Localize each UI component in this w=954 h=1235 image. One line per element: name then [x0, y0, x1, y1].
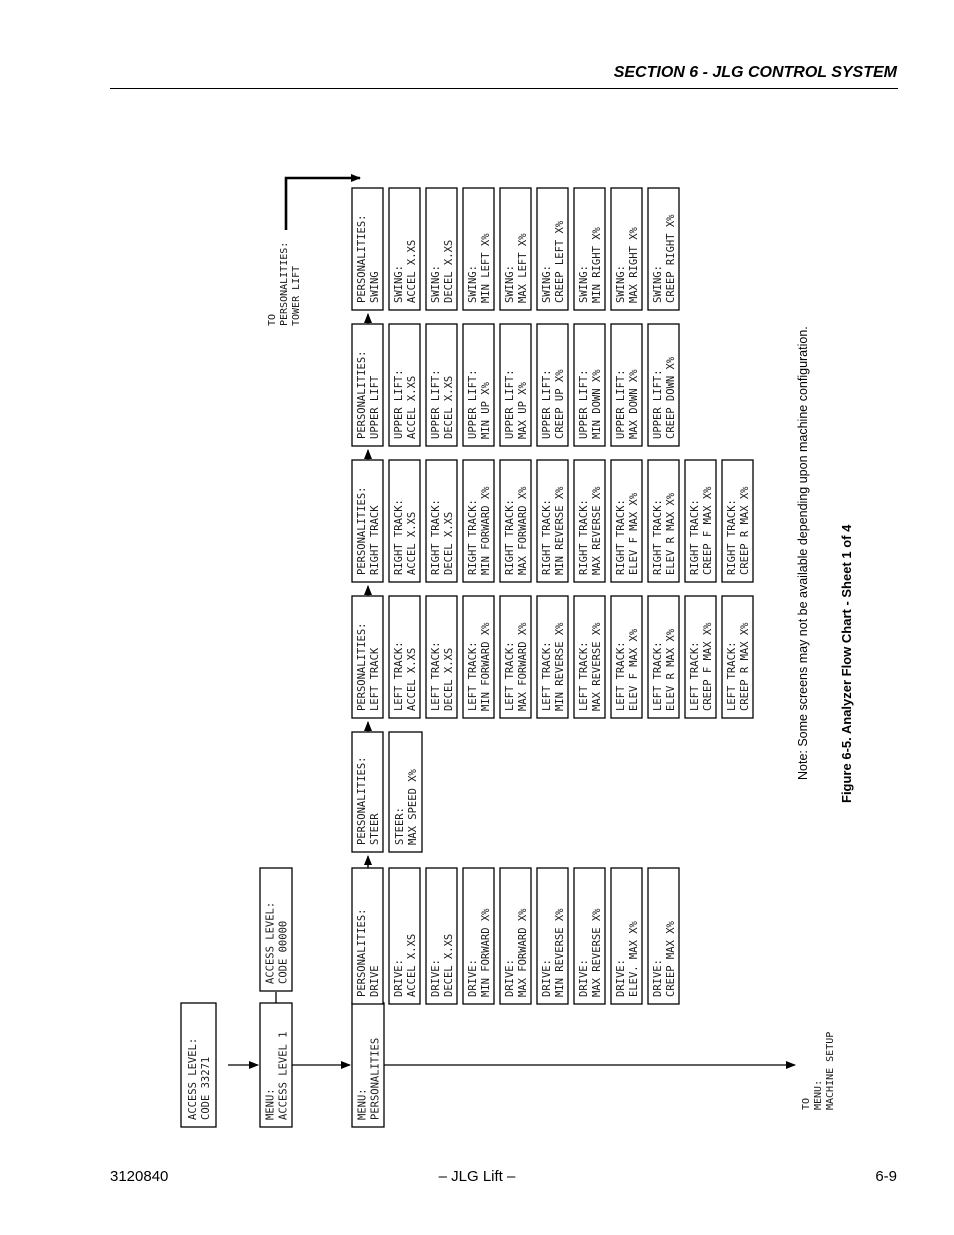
box-line: ACCESS LEVEL: — [264, 901, 277, 984]
box-line: MIN REVERSE X% — [554, 486, 566, 575]
box-line: ACCEL X.XS — [406, 647, 418, 711]
box-line: ELEV F MAX X% — [628, 492, 640, 575]
box-line: SWING: — [578, 265, 590, 303]
box-line: LEFT TRACK: — [504, 641, 516, 711]
box-line: RIGHT TRACK: — [615, 499, 627, 575]
box-line: MAX DOWN X% — [628, 369, 640, 439]
box-col-item — [648, 596, 679, 718]
box-col-item — [463, 460, 494, 582]
box-col-item — [389, 868, 420, 1004]
box-line: RIGHT TRACK — [369, 505, 381, 575]
figure-caption: Figure 6-5. Analyzer Flow Chart - Sheet 1 of 4 — [839, 524, 854, 803]
box-line: MAX FORWARD X% — [517, 908, 529, 997]
box-line: SWING: — [541, 265, 553, 303]
box-line: LEFT TRACK: — [541, 641, 553, 711]
box-line: RIGHT TRACK: — [652, 499, 664, 575]
box-col-item — [537, 188, 568, 310]
box-line: PERSONALITIES: — [356, 908, 368, 997]
box-col-item — [426, 324, 457, 446]
box-line: MAX REVERSE X% — [591, 908, 603, 997]
box-col-item — [463, 596, 494, 718]
box-col-item — [389, 460, 420, 582]
box-line: MIN UP X% — [480, 382, 492, 439]
box-access-level-code — [260, 868, 292, 991]
box-line: RIGHT TRACK: — [430, 499, 442, 575]
box-col-item — [426, 460, 457, 582]
box-line: CREEP RIGHT X% — [665, 214, 677, 303]
box-col-item — [611, 188, 642, 310]
box-line: CREEP DOWN X% — [665, 356, 677, 439]
box-line: PERSONALITIES: — [356, 350, 368, 439]
box-col-item — [537, 460, 568, 582]
box-line: UPPER LIFT: — [467, 369, 479, 439]
footer-brand: – JLG Lift – — [438, 1168, 516, 1185]
box-line: MIN FORWARD X% — [480, 908, 492, 997]
ref-to-machine-setup: MENU: — [813, 1079, 824, 1110]
box-col-item — [685, 596, 716, 718]
box-line: ELEV R MAX X% — [665, 628, 677, 711]
box-line: MAX RIGHT X% — [628, 227, 640, 303]
box-line: DRIVE: — [615, 959, 627, 997]
box-line: MIN REVERSE X% — [554, 908, 566, 997]
box-col-item — [500, 324, 531, 446]
box-line: MIN RIGHT X% — [591, 227, 603, 303]
box-line: MAX REVERSE X% — [591, 486, 603, 575]
box-line: CREEP LEFT X% — [554, 220, 566, 303]
box-line: CREEP R MAX X% — [739, 622, 751, 711]
box-col-item — [537, 868, 568, 1004]
box-line: LEFT TRACK: — [430, 641, 442, 711]
box-line: RIGHT TRACK: — [467, 499, 479, 575]
box-col-item — [574, 460, 605, 582]
box-line: UPPER LIFT: — [504, 369, 516, 439]
box-line: STEER — [369, 813, 381, 845]
box-col-item — [500, 460, 531, 582]
box-line: ACCEL X.XS — [406, 511, 418, 575]
page-number: 6-9 — [875, 1168, 897, 1185]
box-line: ACCEL X.XS — [406, 239, 418, 303]
box-col-item — [574, 324, 605, 446]
box-col-item — [648, 188, 679, 310]
box-line: DRIVE: — [467, 959, 479, 997]
box-line: PERSONALITIES: — [356, 622, 368, 711]
box-col-item — [426, 596, 457, 718]
box-line: MAX SPEED X% — [407, 769, 419, 845]
box-line: UPPER LIFT: — [615, 369, 627, 439]
document-number: 3120840 — [110, 1168, 169, 1185]
box-col-item — [611, 868, 642, 1004]
box-line: CREEP F MAX X% — [702, 486, 714, 575]
ref-to-tower-lift: PERSONALITIES: — [279, 241, 290, 326]
box-line: DECEL X.XS — [443, 933, 455, 997]
screen-boxes — [181, 188, 753, 1127]
box-line: MIN REVERSE X% — [554, 622, 566, 711]
box-line: DRIVE: — [504, 959, 516, 997]
box-line: LEFT TRACK: — [467, 641, 479, 711]
ref-to-machine-setup: MACHINE SETUP — [825, 1031, 836, 1110]
box-line: UPPER LIFT — [369, 375, 381, 439]
box-access-code — [181, 1003, 216, 1127]
box-col-item — [574, 596, 605, 718]
box-line: UPPER LIFT: — [393, 369, 405, 439]
figure-note: Note: Some screens may not be available depending upon machine configuration. — [796, 326, 810, 780]
box-col-header — [352, 460, 383, 582]
box-col-header — [352, 732, 383, 852]
box-col-item — [611, 596, 642, 718]
box-line: PERSONALITIES: — [356, 756, 368, 845]
box-col-item — [389, 324, 420, 446]
ref-to-machine-setup: TO — [801, 1097, 812, 1110]
box-line: CODE 33271 — [200, 1056, 212, 1120]
box-col-item — [463, 868, 494, 1004]
box-line: SWING: — [430, 265, 442, 303]
box-line: MIN FORWARD X% — [480, 486, 492, 575]
ref-to-tower-lift: TO — [267, 313, 278, 326]
box-line: ACCESS LEVEL 1 — [277, 1031, 290, 1120]
box-line: SWING — [369, 271, 381, 303]
box-line: MENU: — [356, 1088, 369, 1120]
box-line: SWING: — [393, 265, 405, 303]
box-col-item — [389, 188, 420, 310]
box-line: CODE 00000 — [277, 920, 290, 984]
box-line: DRIVE: — [578, 959, 590, 997]
box-line: SWING: — [615, 265, 627, 303]
box-line: DRIVE: — [393, 959, 405, 997]
box-line: CREEP MAX X% — [665, 921, 677, 997]
box-line: UPPER LIFT: — [652, 369, 664, 439]
box-col-header — [352, 188, 383, 310]
box-line: DECEL X.XS — [443, 239, 455, 303]
box-line: SWING: — [504, 265, 516, 303]
section-title: SECTION 6 - JLG CONTROL SYSTEM — [613, 64, 897, 81]
box-line: PERSONALITIES: — [356, 214, 368, 303]
box-col-item — [426, 188, 457, 310]
box-line: LEFT TRACK: — [689, 641, 701, 711]
box-col-header — [352, 596, 383, 718]
box-line: RIGHT TRACK: — [726, 499, 738, 575]
box-line: ACCEL X.XS — [406, 933, 418, 997]
box-col-item — [389, 732, 422, 852]
box-line: UPPER LIFT: — [541, 369, 553, 439]
box-line: DRIVE: — [541, 959, 553, 997]
box-line: MAX UP X% — [517, 382, 529, 439]
connector-to-tower-lift — [286, 178, 360, 230]
box-line: RIGHT TRACK: — [689, 499, 701, 575]
box-col-item — [500, 596, 531, 718]
box-line: RIGHT TRACK: — [541, 499, 553, 575]
box-line: MENU: — [264, 1088, 277, 1120]
box-col-item — [722, 460, 753, 582]
box-line: MAX FORWARD X% — [517, 486, 529, 575]
box-line: ELEV. MAX X% — [628, 921, 640, 997]
box-col-item — [463, 324, 494, 446]
box-line: MIN DOWN X% — [591, 369, 603, 439]
box-line: SWING: — [467, 265, 479, 303]
box-line: ACCESS LEVEL: — [187, 1037, 199, 1120]
box-line: LEFT TRACK: — [578, 641, 590, 711]
box-col-item — [426, 868, 457, 1004]
box-col-item — [500, 868, 531, 1004]
box-col-item — [537, 324, 568, 446]
box-col-header — [352, 324, 383, 446]
box-menu-personalities — [352, 1003, 384, 1127]
box-line: STEER: — [394, 807, 406, 845]
box-col-item — [648, 460, 679, 582]
box-line: MAX FORWARD X% — [517, 622, 529, 711]
box-col-item — [574, 868, 605, 1004]
box-line: RIGHT TRACK: — [578, 499, 590, 575]
box-line: DRIVE: — [652, 959, 664, 997]
box-col-item — [463, 188, 494, 310]
box-line: PERSONALITIES: — [356, 486, 368, 575]
box-line: DRIVE — [369, 965, 381, 997]
box-line: ELEV F MAX X% — [628, 628, 640, 711]
box-line: SWING: — [652, 265, 664, 303]
box-line: MAX REVERSE X% — [591, 622, 603, 711]
box-col-item — [722, 596, 753, 718]
box-line: CREEP F MAX X% — [702, 622, 714, 711]
box-line: PERSONALITIES — [369, 1037, 382, 1120]
box-line: CREEP R MAX X% — [739, 486, 751, 575]
box-line: LEFT TRACK: — [615, 641, 627, 711]
box-col-item — [648, 868, 679, 1004]
box-menu-access-level — [260, 1003, 292, 1127]
box-col-header — [352, 868, 383, 1004]
box-line: ACCEL X.XS — [406, 375, 418, 439]
box-col-item — [648, 324, 679, 446]
box-line: LEFT TRACK: — [652, 641, 664, 711]
box-col-item — [537, 596, 568, 718]
box-line: MAX LEFT X% — [517, 233, 529, 303]
box-line: LEFT TRACK: — [726, 641, 738, 711]
box-col-item — [611, 324, 642, 446]
box-col-item — [611, 460, 642, 582]
ref-to-tower-lift: TOWER LIFT — [291, 265, 302, 326]
box-line: CREEP UP X% — [554, 369, 566, 439]
box-line: RIGHT TRACK: — [504, 499, 516, 575]
box-line: DECEL X.XS — [443, 647, 455, 711]
box-line: DECEL X.XS — [443, 375, 455, 439]
box-col-item — [389, 596, 420, 718]
box-line: ELEV R MAX X% — [665, 492, 677, 575]
box-line: LEFT TRACK — [369, 647, 381, 711]
box-col-item — [500, 188, 531, 310]
box-line: DECEL X.XS — [443, 511, 455, 575]
box-line: MIN FORWARD X% — [480, 622, 492, 711]
box-line: UPPER LIFT: — [430, 369, 442, 439]
box-line: DRIVE: — [430, 959, 442, 997]
box-line: LEFT TRACK: — [393, 641, 405, 711]
box-col-item — [685, 460, 716, 582]
box-line: RIGHT TRACK: — [393, 499, 405, 575]
box-line: MIN LEFT X% — [480, 233, 492, 303]
box-line: UPPER LIFT: — [578, 369, 590, 439]
box-col-item — [574, 188, 605, 310]
